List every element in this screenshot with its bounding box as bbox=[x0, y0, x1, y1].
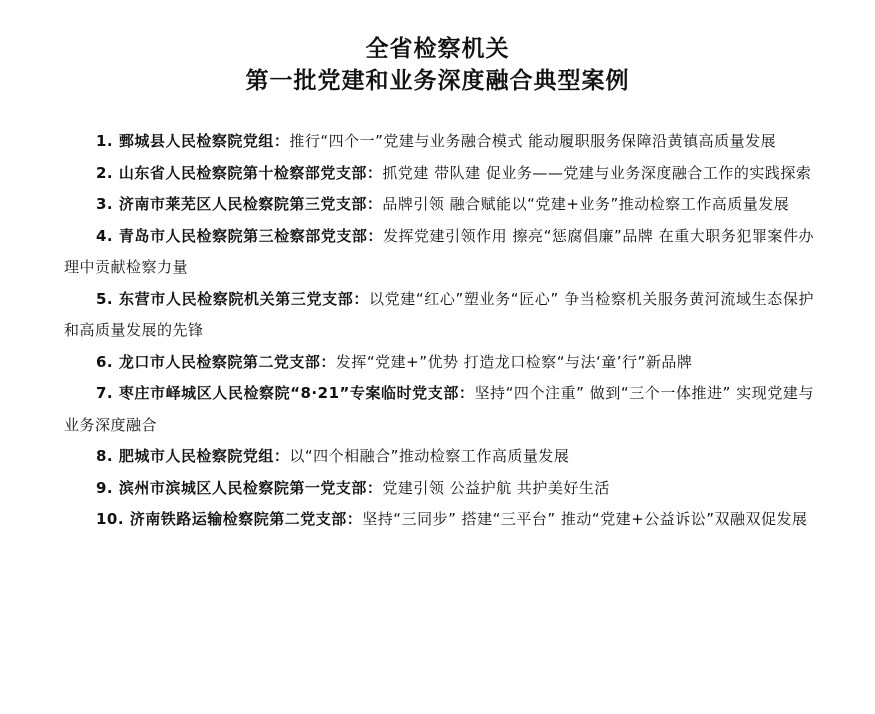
case-list bbox=[64, 126, 814, 536]
case-desc: 发挥党建引领作用 擦亮“惩腐倡廉”品牌 在重大职务犯罪案件办理中贡献检察力量 bbox=[64, 226, 814, 276]
case-item-6 bbox=[64, 347, 814, 379]
case-item-1 bbox=[64, 126, 814, 158]
case-org: 8. 肥城市人民检察院党组： bbox=[96, 447, 290, 465]
case-item-4 bbox=[64, 221, 814, 284]
case-desc: 抓党建 带队建 促业务——党建与业务深度融合工作的实践探索 bbox=[382, 163, 812, 182]
case-org: 7. 枣庄市峄城区人民检察院“8·21”专案临时党支部： bbox=[96, 384, 475, 402]
case-org: 10. 济南铁路运输检察院第二党支部： bbox=[96, 510, 363, 528]
case-desc: 品牌引领 融合赋能以“党建+业务”推动检察工作高质量发展 bbox=[382, 195, 790, 213]
case-desc: 以党建“红心”塑业务“匠心” 争当检察机关服务黄河流域生态保护和高质量发展的先锋 bbox=[64, 289, 814, 339]
case-item-5 bbox=[64, 284, 814, 347]
case-desc: 推行“四个一”党建与业务融合模式 能动履职服务保障沿黄镇高质量发展 bbox=[289, 132, 777, 150]
case-desc: 发挥“党建+”优势 打造龙口检察“与法‘童’行”新品牌 bbox=[335, 352, 693, 371]
document-title-line2: 第一批党建和业务深度融合典型案例 bbox=[245, 68, 630, 94]
case-desc: 党建引领 公益护航 共护美好生活 bbox=[382, 478, 610, 497]
case-item-7 bbox=[64, 378, 814, 441]
case-item-10 bbox=[64, 504, 814, 536]
case-org: 2. 山东省人民检察院第十检察部党支部： bbox=[96, 163, 383, 182]
document-title-line1: 全省检察机关 bbox=[365, 36, 510, 62]
case-org: 9. 滨州市滨城区人民检察院第一党支部： bbox=[96, 478, 383, 497]
case-org: 6. 龙口市人民检察院第二党支部： bbox=[96, 352, 336, 371]
case-desc: 以“四个相融合”推动检察工作高质量发展 bbox=[289, 447, 570, 465]
case-org: 1. 鄄城县人民检察院党组： bbox=[96, 132, 290, 150]
case-item-8 bbox=[64, 441, 814, 473]
case-desc: 坚持“三同步” 搭建“三平台” 推动“党建+公益诉讼”双融双促发展 bbox=[362, 510, 808, 528]
case-item-3 bbox=[64, 189, 814, 221]
case-item-9 bbox=[64, 473, 814, 505]
case-org: 3. 济南市莱芜区人民检察院第三党支部： bbox=[96, 195, 383, 213]
case-item-2 bbox=[64, 158, 814, 190]
case-org: 5. 东营市人民检察院机关第三党支部： bbox=[96, 289, 369, 308]
case-org: 4. 青岛市人民检察院第三检察部党支部： bbox=[96, 226, 383, 245]
case-desc: 坚持“四个注重” 做到“三个一体推进” 实现党建与业务深度融合 bbox=[64, 384, 814, 434]
